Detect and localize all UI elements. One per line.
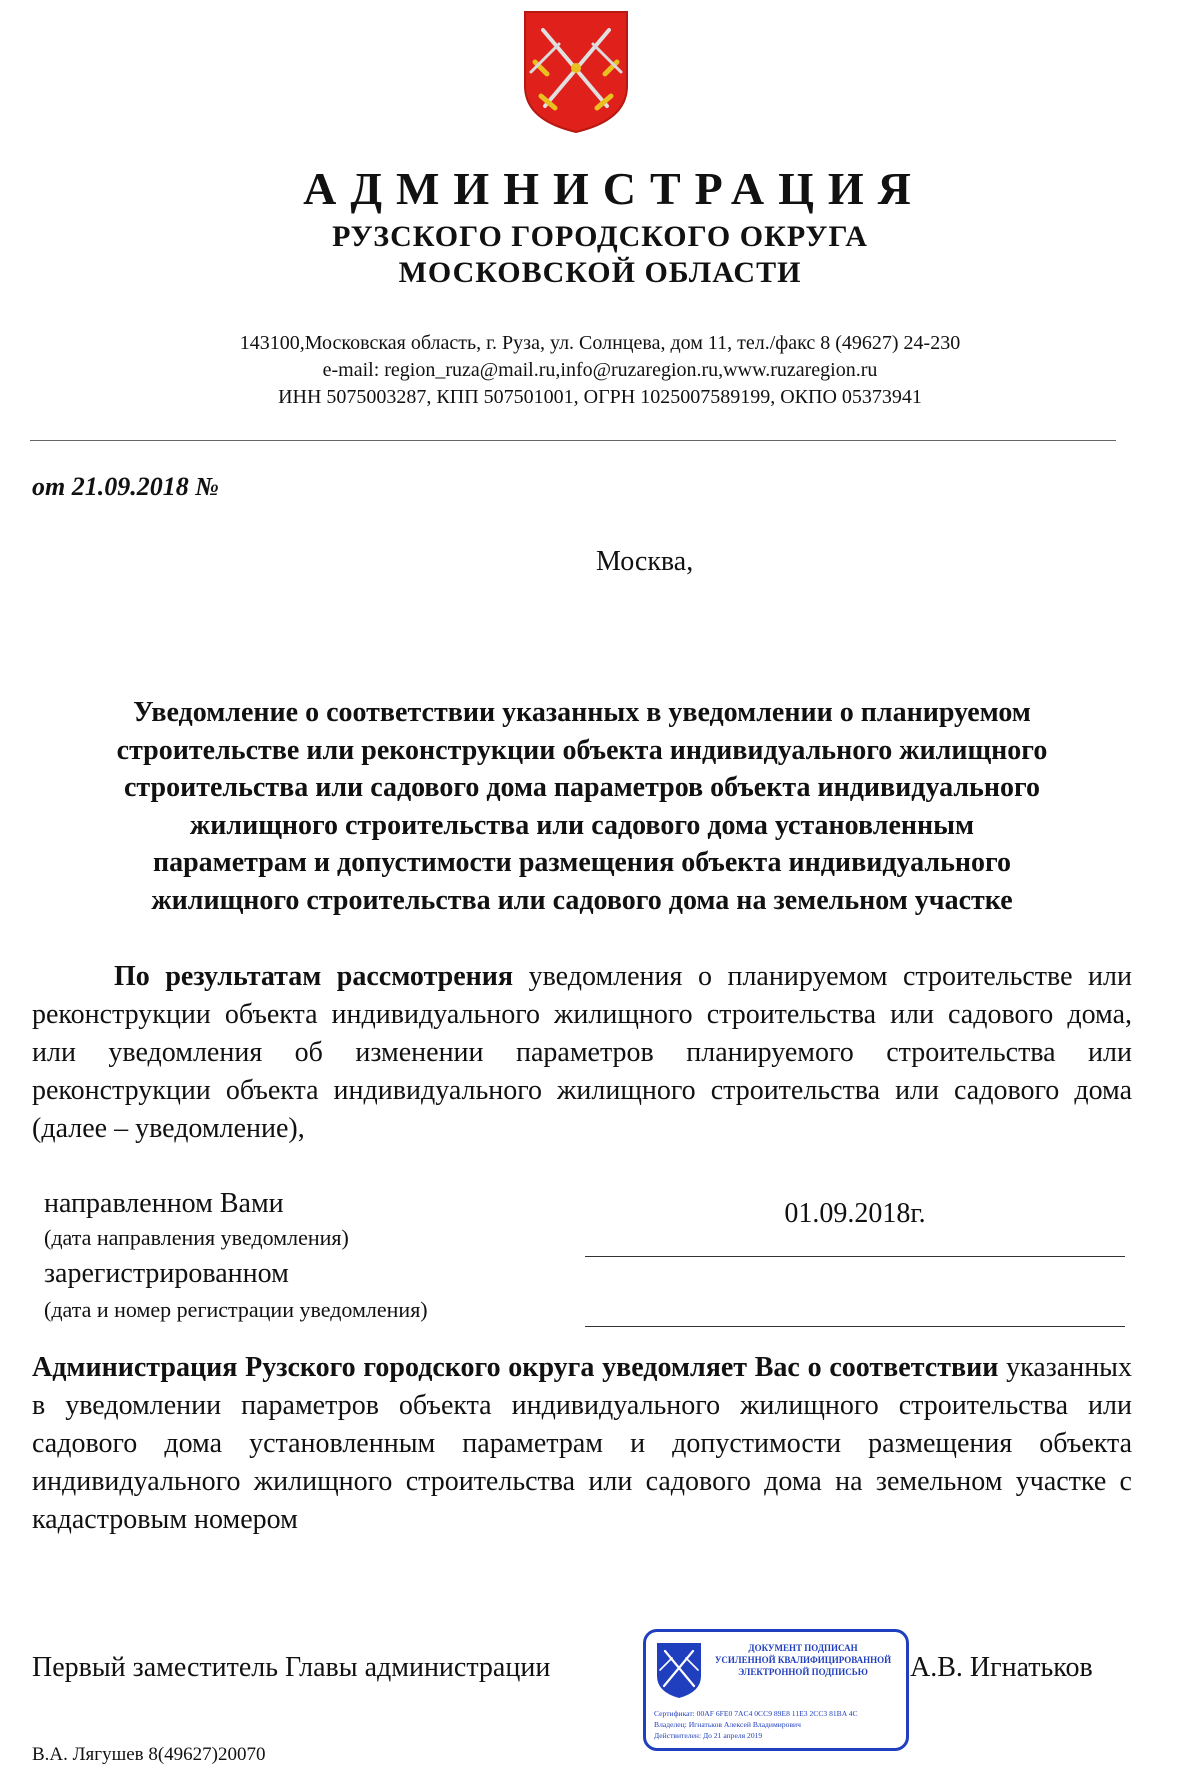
document-title (32, 694, 1132, 919)
signer-name: А.В. Игнатьков (910, 1652, 1093, 1683)
sent-field-hint: (дата направления уведомления) (44, 1225, 349, 1250)
contact-registration-ids: ИНН 5075003287, КПП 507501001, ОГРН 1025007589199, ОКПО 05373941 (278, 386, 922, 408)
contact-email: e-mail: region_ruza@mail.ru,info@ruzaregion.ru,www.ruzaregion.ru (322, 359, 878, 381)
stamp-validity: Действителен: До 21 апреля 2019 (654, 1731, 763, 1740)
contact-address: 143100,Московская область, г. Руза, ул. Солнцева, дом 11, тел./факс 8 (49627) 24-230 (239, 332, 961, 354)
review-paragraph (32, 958, 1132, 1148)
stamp-owner: Владелец: Игнатьков Алексей Владимирович (654, 1720, 801, 1729)
review-paragraph-lead: По результатам рассмотрения (114, 961, 514, 992)
stamp-heading-line: ДОКУМЕНТ ПОДПИСАН (748, 1643, 858, 1653)
sent-field-label: направленном Вами (44, 1188, 284, 1219)
review-paragraph-text: уведомления о планируемом строительстве или реконструкции объекта индивидуального жилищного строительства или садового дома, или уведомления об изменении параметров планируемого строительства или реконструкции объекта индивидуального жилищного строительства или садового дома (далее – уведомление), (32, 961, 1132, 1144)
stamp-heading-line: УСИЛЕННОЙ КВАЛИФИЦИРОВАННОЙ (714, 1655, 892, 1665)
title-line: жилищного строительства или садового дома установленным (189, 809, 975, 841)
title-line: жилищного строительства или садового дома на земельном участке (151, 884, 1013, 916)
registered-field-label: зарегистрированном (44, 1258, 289, 1289)
notification-paragraph (32, 1349, 1132, 1539)
org-name-title: АДМИНИСТРАЦИЯ (303, 163, 925, 214)
document-date: от 21.09.2018 № (32, 472, 220, 501)
title-line: параметрам и допустимости размещения объекта индивидуального (152, 847, 1012, 878)
signer-title: Первый заместитель Главы администрации (32, 1652, 551, 1683)
executor-contact: В.А. Лягушев 8(49627)20070 (32, 1744, 266, 1765)
title-line: Уведомление о соответствии указанных в уведомлении о планируемом (133, 697, 1031, 728)
notification-paragraph-lead: Администрация Рузского городского округа уведомляет Вас о соответствии (32, 1352, 999, 1383)
stamp-emblem-icon (654, 1640, 704, 1700)
registered-field-hint: (дата и номер регистрации уведомления) (44, 1297, 428, 1322)
coat-of-arms-icon (521, 8, 631, 136)
sent-date-underline (585, 1256, 1125, 1257)
registered-underline (585, 1326, 1125, 1327)
title-line: строительства или садового дома параметров объекта индивидуального (123, 772, 1040, 803)
org-name-region: МОСКОВСКОЙ ОБЛАСТИ (398, 256, 802, 289)
electronic-signature-stamp (643, 1629, 909, 1751)
sent-date-value: 01.09.2018г. (784, 1198, 926, 1229)
document-city: Москва, (596, 546, 694, 577)
stamp-heading (710, 1642, 896, 1678)
stamp-heading-line: ЭЛЕКТРОННОЙ ПОДПИСЬЮ (738, 1667, 868, 1677)
header-divider (30, 440, 1116, 441)
notification-paragraph-text: указанных в уведомлении параметров объекта индивидуального жилищного строительства или садового дома установленным параметрам и допустимости размещения объекта индивидуального жилищного строительства или садового дома на земельном участке с кадастровым номером (32, 1352, 1132, 1535)
title-line: строительстве или реконструкции объекта индивидуального жилищного (116, 734, 1048, 766)
org-name-district: РУЗСКОГО ГОРОДСКОГО ОКРУГА (332, 220, 868, 253)
stamp-details (654, 1708, 900, 1741)
stamp-certificate: Сертификат: 00AF 6FE0 7AC4 0CC9 89E8 11E3 2CC3 81BA 4C (654, 1709, 858, 1718)
